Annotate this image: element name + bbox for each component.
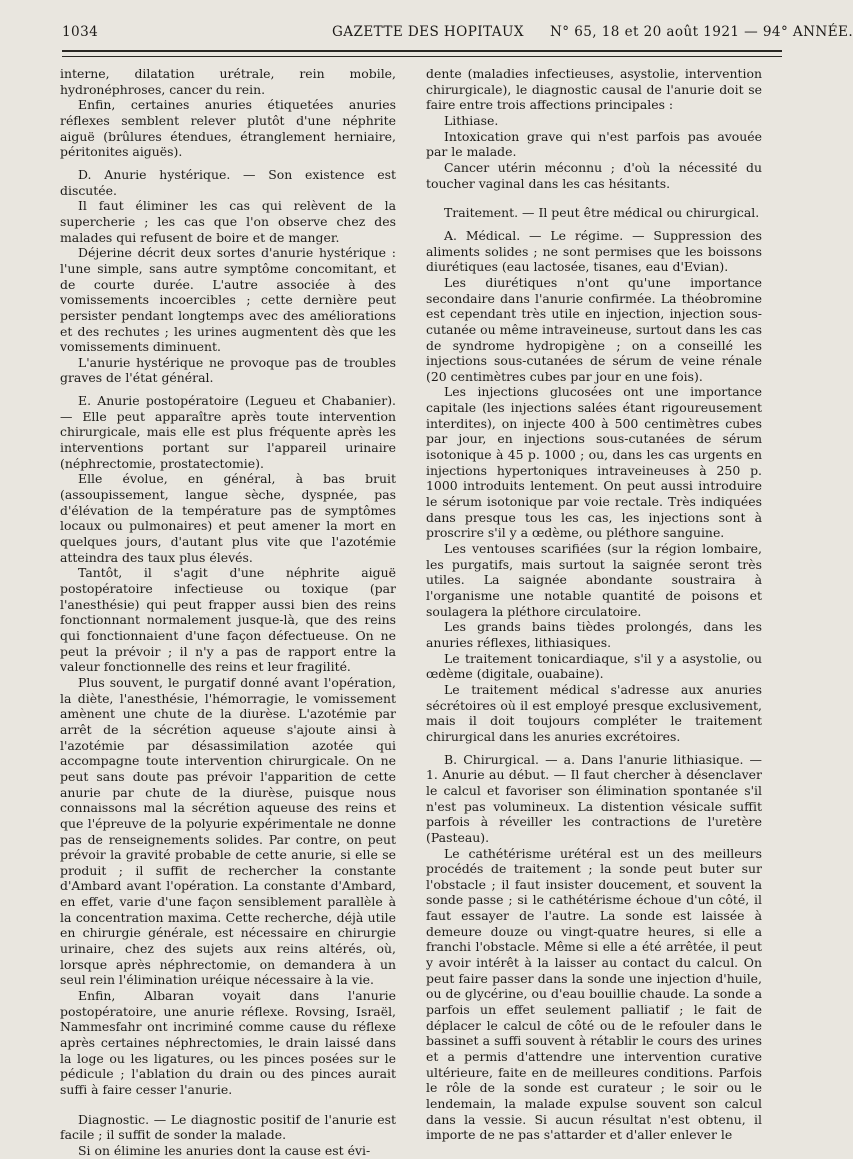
paragraph: Le traitement tonicardiaque, s'il y a asystolie, ou œdème (digitale, ouabaine). <box>426 650 762 682</box>
running-header <box>62 24 853 46</box>
header-rule <box>62 50 782 57</box>
paragraph: dente (maladies infectieuses, asystolie, intervention chirurgicale), le diagnostic causal de l'anurie doit se faire entre trois affections principales : <box>426 66 762 113</box>
section-heading-anurie-hysterique: D. Anurie hystérique. — Son existence est discutée. <box>60 166 396 198</box>
paragraph: Le cathétérisme urétéral est un des meilleurs procédés de traitement ; la sonde peut buter sur l'obstacle ; il faut insister doucement, et souvent la sonde passe ; si le cathétérisme échoue d'un côté, il faut essayer de l'autre. La sonde est laissée à demeure douze ou vingt-quatre heures, si elle a franchi l'obstacle. Même si elle a été arrêtée, il peut y avoir intérêt à la laisser au contact du calcul. On peut faire passer dans la sonde une injection d'huile, ou de glycérine, ou d'eau bouillie chaude. La sonde a parfois un effet seulement palliatif ; le fait de déplacer le calcul de côté ou de le refouler dans le bassinet a suffi souvent à rétablir le cours des urines et a permis d'attendre une intervention curative ultérieure, faite en de meilleures conditions. Parfois le rôle de la sonde est curateur ; le soir ou le lendemain, la malade expulse souvent son calcul dans la vessie. Si aucun résultat n'est obtenu, il importe de ne pas s'attarder et d'aller enlever le <box>426 845 762 1143</box>
paragraph: Les ventouses scarifiées (sur la région lombaire, les purgatifs, mais surtout la saignée seront très utiles. La saignée abondante soustraira à l'organisme une notable quantité de poisons et soulagera la pléthore circulatoire. <box>426 541 762 619</box>
journal-title: GAZETTE DES HOPITAUX <box>332 24 524 40</box>
paragraph: Les injections glucosées ont une importance capitale (les injections salées étant rigoureusement interdites), on injecte 400 à 500 centimètres cubes par jour, en injections sous-cutanées de sérum isotonique à 45 p. 1000 ; ou, dans les cas urgents en injections hypertoniques intraveineuses à 250 p. 1000 introduits lentement. On peut aussi introduire le sérum isotonique par voie rectale. Très indiquées dans presque tous les cas, les injections sont à proscrire s'il y a œdème, ou pléthore sanguine. <box>426 384 762 541</box>
right-column <box>426 66 762 1143</box>
paragraph: Tantôt, il s'agit d'une néphrite aiguë postopératoire infectieuse ou toxique (par l'anesthésie) qui peut frapper aussi bien des reins fonctionnant normalement jusque-là, que des reins qui fonctionnaient d'une façon défectueuse. On ne peut la prévoir ; il n'y a pas de rapport entre la valeur fonctionnelle des reins et leur fragilité. <box>60 565 396 675</box>
paragraph: Les grands bains tièdes prolongés, dans les anuries réflexes, lithiasiques. <box>426 619 762 650</box>
paragraph: Plus souvent, le purgatif donné avant l'opération, la diète, l'anesthésie, l'hémorragie, le vomissement amènent une chute de la diurèse. L'azotémie par arrêt de la sécrétion aqueuse s'ajoute ainsi à l'azotémie par désassimilation azotée qui accompagne toute intervention chirurgicale. On ne peut sans doute pas prévoir l'apparition de cette anurie par chute de la diurèse, puisque nous connaissons mal la sécrétion aqueuse des reins et que l'épreuve de la polyurie expérimentale ne donne pas de renseignements solides. Par contre, on peut prévoir la gravité probable de cette anurie, si elle se produit ; il suffit de rechercher la constante d'Ambard avant l'opération. La constante d'Ambard, en effet, varie d'une façon sensiblement parallèle à la concentration maxima. Cette recherche, déjà utile en chirurgie générale, est nécessaire en chirurgie urinaire, chez des sujets aux reins altérés, où, lorsque après néphrectomie, on demandera à un seul rein l'élimination uréique nécessaire à la vie. <box>60 674 396 988</box>
paragraph: L'anurie hystérique ne provoque pas de troubles graves de l'état général. <box>60 354 396 386</box>
paragraph: Il faut éliminer les cas qui relèvent de la supercherie ; les cas que l'on observe chez des malades qui refusent de boire et de manger. <box>60 198 396 245</box>
paragraph: interne, dilatation urétrale, rein mobile, hydronéphroses, cancer du rein. <box>60 66 396 97</box>
paragraph: Les diurétiques n'ont qu'une importance secondaire dans l'anurie confirmée. La théobromine est cependant très utile en injection, injection sous-cutanée ou même intraveineuse, surtout dans les cas de syndrome hydropigène ; on a conseillé les injections sous-cutanées de sérum de veine rénale (20 centimètres cubes par jour en une fois). <box>426 274 762 384</box>
section-heading-chirurgical: B. Chirurgical. — a. Dans l'anurie lithiasique. — 1. Anurie au début. — Il faut chercher à désenclaver le calcul et favoriser son élimination spontanée s'il n'est pas volumineux. La distention vésicale suffit parfois à réveiller les contractions de l'uretère (Pasteau). <box>426 751 762 845</box>
paragraph: Enfin, Albaran voyait dans l'anurie postopératoire, une anurie réflexe. Rovsing, Israël, Nammesfahr ont incriminé comme cause du réflexe après certaines néphrectomies, le drain laissé dans la loge ou les ligatures, ou les pinces posées sur le pédicule ; l'ablation du drain ou des pinces aurait suffi à faire cesser l'anurie. <box>60 988 396 1097</box>
paragraph: Si on élimine les anuries dont la cause est évi- <box>78 1142 371 1158</box>
section-heading-medical: A. Médical. — Le régime. — Suppression des aliments solides ; ne sont permises que les boissons diurétiques (eau lactosée, tisanes, eau d'Evian). <box>426 227 762 275</box>
paragraph: Elle évolue, en général, à bas bruit (assoupissement, langue sèche, dyspnée, pas d'élévation de la température pas de symptômes locaux ou pulmonaires) et peut amener la mort en quelques jours, d'autant plus vite que l'azotémie atteindra des taux plus élevés. <box>60 471 396 565</box>
left-column <box>60 66 396 1159</box>
paragraph: Enfin, certaines anuries étiquetées anuries réflexes semblent relever plutôt d'une néphrite aiguë (brûlures étendues, étranglement herniaire, péritonites aiguës). <box>60 97 396 160</box>
page-number: 1034 <box>62 24 99 40</box>
paragraph: Déjerine décrit deux sortes d'anurie hystérique : l'une simple, sans autre symptôme concomitant, et de courte durée. L'autre associée à des vomissements incoercibles ; cette dernière peut persister pendant longtemps avec des améliorations et des rechutes ; les urines augmentent dès que les vomissements diminuent. <box>60 245 396 355</box>
section-heading-traitement: Traitement. — Il peut être médical ou chirurgical. <box>444 205 760 221</box>
paragraph: Le traitement médical s'adresse aux anuries sécrétoires où il est employé presque exclusivement, mais il doit toujours compléter le traitement chirurgical dans les anuries excrétoires. <box>426 681 762 744</box>
section-heading-anurie-postoperatoire: E. Anurie postopératoire (Legueu et Chabanier). — Elle peut apparaître après toute intervention chirurgicale, mais elle est plus fréquente après les interventions portant sur l'appareil urinaire (néphrectomie, prostatectomie). <box>60 393 396 471</box>
section-heading-diagnostic: Diagnostic. — Le diagnostic positif de l'anurie est facile ; il suffit de sonder la malade. <box>60 1111 396 1143</box>
list-item: Cancer utérin méconnu ; d'où la nécessité du toucher vaginal dans les cas hésitants. <box>426 159 762 191</box>
list-item: Lithiase. <box>444 112 499 128</box>
list-item: Intoxication grave qui n'est parfois pas avouée par le malade. <box>426 128 762 160</box>
issue-info: N° 65, 18 et 20 août 1921 — 94° ANNÉE. <box>550 24 853 40</box>
